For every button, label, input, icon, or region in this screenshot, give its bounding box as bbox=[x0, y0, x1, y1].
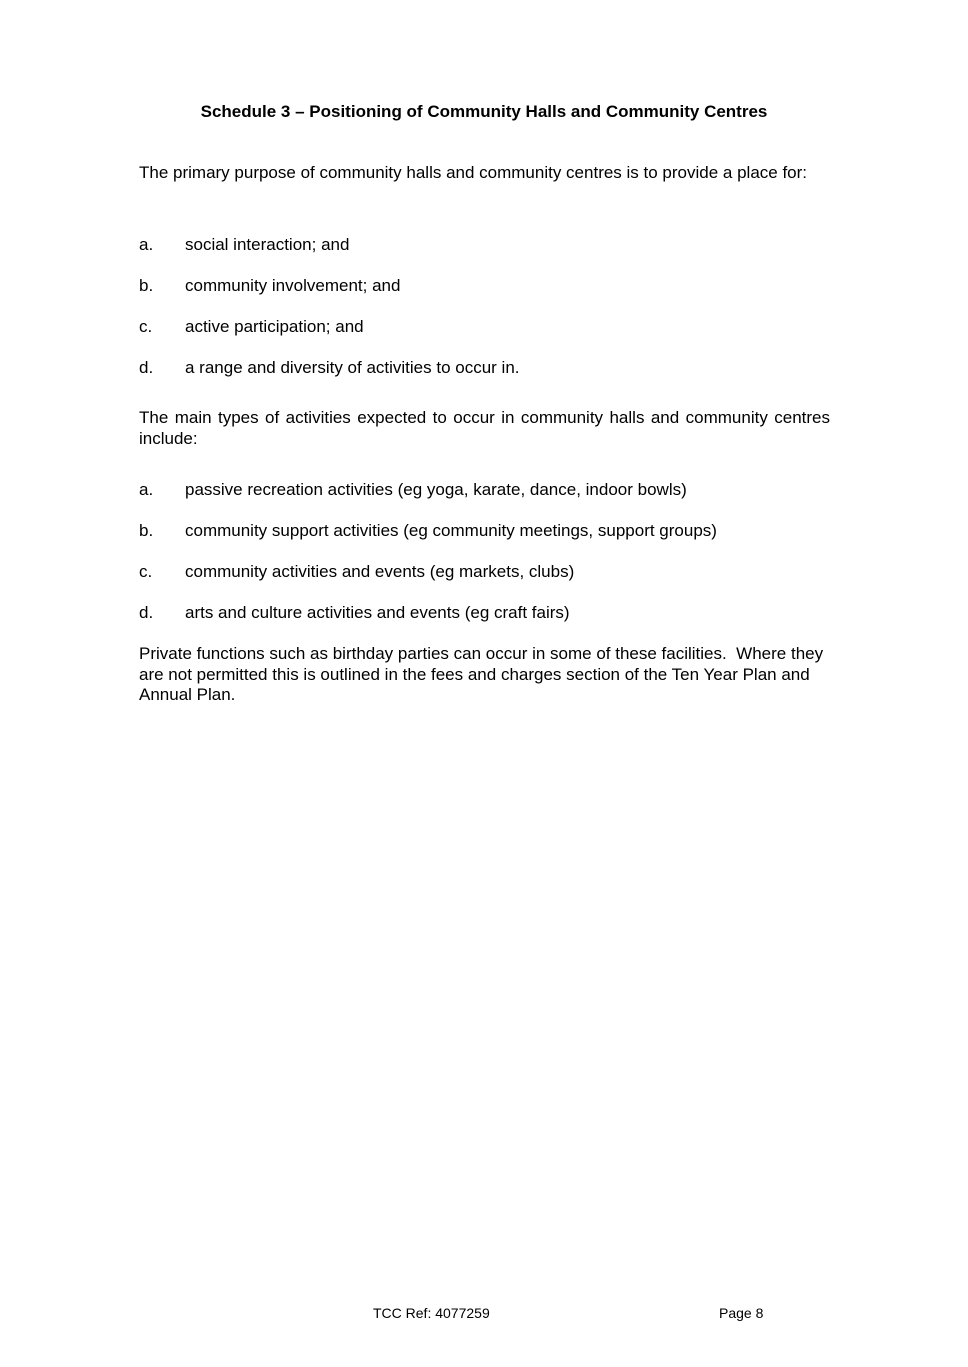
list-item bbox=[139, 357, 830, 379]
list-marker: c. bbox=[139, 562, 153, 581]
footer-reference: TCC Ref: 4077259 bbox=[373, 1305, 490, 1321]
intro-paragraph: The primary purpose of community halls and community centres is to provide a place for: bbox=[139, 163, 808, 182]
private-functions-paragraph: Private functions such as birthday parties can occur in some of these facilities. Where they are not permitted this is outlined in the fees and charges section of the Ten Year Plan and Annual Plan. bbox=[139, 644, 828, 704]
list-item bbox=[139, 602, 830, 624]
footer-page-number: Page 8 bbox=[719, 1305, 764, 1321]
list-marker: d. bbox=[139, 358, 154, 377]
list-item bbox=[139, 561, 830, 583]
list-item bbox=[139, 520, 830, 542]
list-item bbox=[139, 234, 830, 256]
list-item-text: community activities and events (eg markets, clubs) bbox=[185, 562, 575, 581]
list-item-text: community involvement; and bbox=[185, 276, 401, 295]
list-item-text: social interaction; and bbox=[185, 235, 350, 254]
list-marker: b. bbox=[139, 276, 154, 295]
list-marker: a. bbox=[139, 480, 154, 499]
list-item-text: community support activities (eg community meetings, support groups) bbox=[185, 521, 717, 540]
activities-paragraph: The main types of activities expected to occur in community halls and community centres include: bbox=[139, 408, 830, 448]
list-item-text: passive recreation activities (eg yoga, karate, dance, indoor bowls) bbox=[185, 480, 687, 499]
page-title: Schedule 3 – Positioning of Community Halls and Community Centres bbox=[200, 102, 768, 121]
list-item bbox=[139, 479, 830, 501]
list-item bbox=[139, 275, 830, 297]
list-marker: c. bbox=[139, 317, 153, 336]
list-marker: d. bbox=[139, 603, 154, 622]
list-item-text: active participation; and bbox=[185, 317, 364, 336]
list-marker: b. bbox=[139, 521, 154, 540]
list-item-text: arts and culture activities and events (eg craft fairs) bbox=[185, 603, 570, 622]
list-item bbox=[139, 316, 830, 338]
list-marker: a. bbox=[139, 235, 154, 254]
list-item-text: a range and diversity of activities to occur in. bbox=[185, 358, 520, 377]
